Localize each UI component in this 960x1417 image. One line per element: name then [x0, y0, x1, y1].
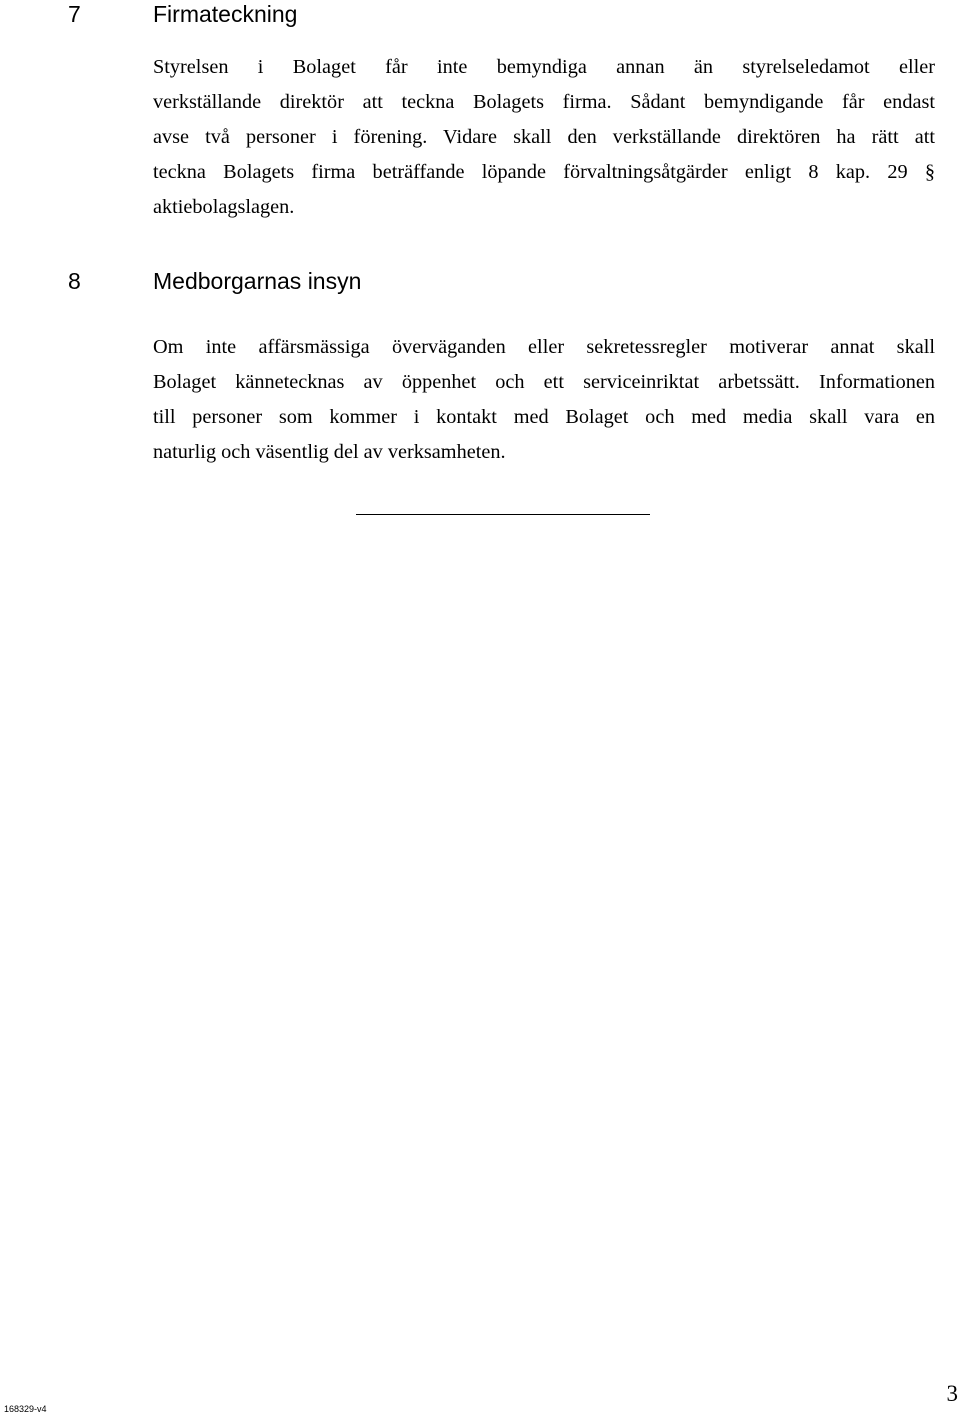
paragraph-line: teckna Bolagets firma beträffande löpande förvaltningsåtgärder enligt 8 kap. 29 §: [153, 161, 935, 183]
paragraph-line: naturlig och väsentlig del av verksamheten.: [153, 441, 506, 463]
section-7-paragraph: [153, 50, 935, 225]
paragraph-line: Styrelsen i Bolaget får inte bemyndiga annan än styrelseledamot eller: [153, 56, 935, 78]
page-number: 3: [946, 1381, 958, 1406]
section-7-title: Firmateckning: [153, 1, 298, 27]
paragraph-line: Bolaget kännetecknas av öppenhet och ett serviceinriktat arbetssätt. Informationen: [153, 371, 935, 393]
document-id: 168329-v4: [4, 1404, 47, 1414]
end-separator-line: [356, 514, 650, 515]
section-8-paragraph: [153, 330, 935, 470]
paragraph-line: Om inte affärsmässiga överväganden eller sekretessregler motiverar annat skall: [153, 336, 935, 358]
paragraph-line: till personer som kommer i kontakt med Bolaget och med media skall vara en: [153, 406, 935, 428]
paragraph-line: avse två personer i förening. Vidare skall den verkställande direktören ha rätt att: [153, 126, 935, 148]
paragraph-line: aktiebolagslagen.: [153, 196, 295, 218]
section-7-number: 7: [68, 1, 81, 27]
section-8-title: Medborgarnas insyn: [153, 268, 362, 294]
section-8-number: 8: [68, 268, 81, 294]
paragraph-line: verkställande direktör att teckna Bolagets firma. Sådant bemyndigande får endast: [153, 91, 935, 113]
